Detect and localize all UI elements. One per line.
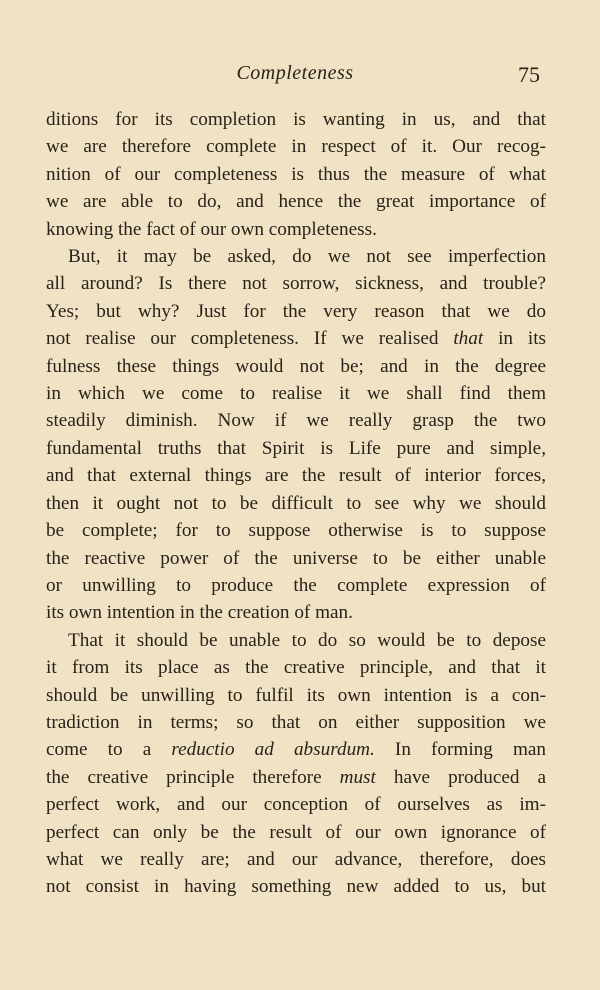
text-line: the creative principle therefore must have produced a (46, 766, 546, 788)
text-line: or unwilling to produce the complete expression of (46, 574, 546, 596)
emphasis: must (339, 766, 376, 788)
text-line: fulness these things would not be; and in the degree (46, 355, 546, 377)
text-line: That it should be unable to do so would be to depose (68, 629, 546, 651)
text-line: not consist in having something new added to us, but (46, 876, 546, 898)
paragraph (46, 243, 546, 627)
text-line: perfect work, and our conception of ourselves as im- (46, 794, 546, 816)
text-line: in which we come to realise it we shall find them (46, 383, 546, 405)
page-number: 75 (518, 62, 540, 87)
paragraph (46, 106, 546, 243)
text-line: not realise our completeness. If we realised that in its (46, 328, 547, 350)
text-line: come to a reductio ad absurdum. In forming man (46, 739, 546, 761)
text-line: steadily diminish. Now if we really grasp the two (46, 410, 546, 432)
text-line: and that external things are the result of interior forces, (46, 465, 546, 487)
text-line: fundamental truths that Spirit is Life pure and simple, (46, 437, 546, 459)
text-line: tradiction in terms; so that on either supposition we (46, 711, 546, 733)
text-line: ditions for its completion is wanting in us, and that (46, 109, 546, 130)
text-line: Yes; but why? Just for the very reason that we do (46, 300, 546, 322)
text-line: be complete; for to suppose otherwise is to suppose (46, 520, 546, 542)
emphasis: that (453, 328, 484, 350)
body-text (46, 106, 546, 901)
text-line: all around? Is there not sorrow, sickness, and trouble? (46, 273, 546, 295)
text-line: then it ought not to be difficult to see why we should (46, 492, 546, 514)
running-title: Completeness (236, 62, 354, 84)
text-line: But, it may be asked, do we not see imperfection (68, 246, 546, 268)
text-line: what we really are; and our advance, therefore, does (46, 848, 546, 870)
page-header (0, 62, 600, 92)
text-line: we are therefore complete in respect of it. Our recog- (46, 136, 546, 158)
text-line: nition of our completeness is thus the measure of what (46, 163, 546, 185)
text-line: it from its place as the creative principle, and that it (46, 657, 546, 679)
text-line: its own intention in the creation of man. (46, 602, 353, 624)
emphasis: reductio ad absurdum. (171, 739, 375, 761)
text-line: the reactive power of the universe to be either unable (46, 547, 546, 569)
paragraph (46, 627, 546, 901)
text-line: we are able to do, and hence the great importance of (46, 191, 546, 213)
text-line: knowing the fact of our own completeness. (46, 218, 377, 240)
text-line: should be unwilling to fulfil its own intention is a con- (46, 684, 546, 706)
text-line: perfect can only be the result of our own ignorance of (46, 821, 546, 843)
